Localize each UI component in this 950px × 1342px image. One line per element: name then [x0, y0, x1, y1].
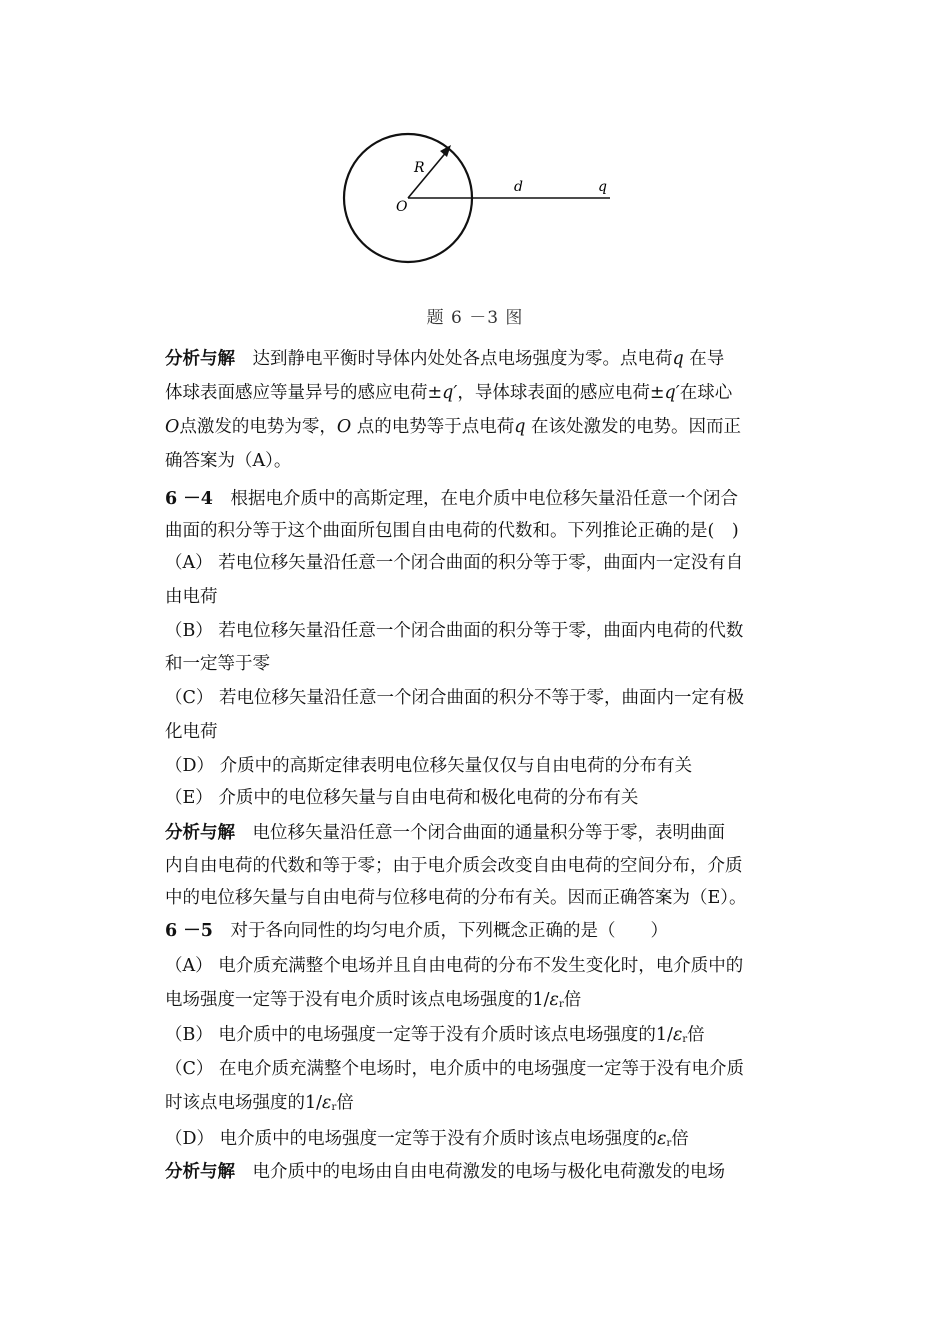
symbol-epsilon: ε — [657, 1129, 667, 1149]
figure-caption: 题 6 －3 图 — [426, 308, 524, 328]
symbol-q-prime: q′ — [664, 383, 680, 403]
subscript-r: r — [331, 1102, 337, 1113]
subscript-r: r — [558, 999, 564, 1010]
symbol-O: O — [336, 417, 352, 437]
option-B-line-2: 和一定等于零 — [165, 654, 270, 674]
question-number: 6 －5 — [165, 921, 213, 941]
answer-6-4-line-3: 中的电位移矢量与自由电荷与位移电荷的分布有关。因而正确答案为（E）。 — [165, 888, 747, 908]
text: 在球心 — [679, 383, 733, 403]
subscript-r: r — [666, 1138, 672, 1149]
option-A-line-1: （A） 电介质充满整个电场并且自由电荷的分布不发生变化时，电介质中的 — [165, 956, 744, 976]
symbol-epsilon: ε — [672, 1025, 683, 1045]
symbol-epsilon: ε — [322, 1093, 332, 1113]
subscript-r: r — [682, 1034, 688, 1045]
text: 倍 — [563, 990, 582, 1010]
label-R: R — [414, 160, 425, 176]
text: 对于各向同性的均匀电介质，下列概念正确的是（ ） — [212, 921, 668, 941]
option-C-line-2: 化电荷 — [165, 722, 218, 742]
label-d: d — [514, 179, 523, 195]
text: 倍 — [336, 1093, 354, 1113]
answer-6-4-line-1 — [165, 820, 805, 846]
symbol-q: q — [514, 417, 526, 437]
option-A-line-2: 由电荷 — [165, 587, 218, 607]
option-B — [165, 1022, 805, 1053]
answer-line-3 — [165, 414, 805, 440]
option-C-line-1: （C） 在电介质充满整个电场时，电介质中的电场强度一定等于没有电介质 — [165, 1059, 744, 1079]
option-E: （E） 介质中的电位移矢量与自由电荷和极化电荷的分布有关 — [165, 788, 639, 808]
text: 达到静电平衡时导体内处处各点电场强度为零。点电荷 — [235, 349, 673, 369]
answer-heading: 分析与解 — [165, 349, 235, 369]
symbol-epsilon: ε — [549, 990, 559, 1010]
text: 倍 — [671, 1129, 689, 1149]
question-number: 6 －4 — [165, 489, 213, 509]
option-C-line-2 — [165, 1090, 805, 1121]
text: （D） 电介质中的电场强度一定等于没有介质时该点电场强度的 — [165, 1129, 658, 1149]
text: 电场强度一定等于没有电介质时该点电场强度的1/ — [165, 990, 550, 1010]
symbol-q: q — [672, 349, 684, 369]
option-A-line-1: （A） 若电位移矢量沿任意一个闭合曲面的积分等于零，曲面内一定没有自 — [165, 553, 744, 573]
text: 体球表面感应等量异号的感应电荷± — [165, 383, 443, 403]
answer-line-2 — [165, 380, 805, 406]
text: ，导体球表面的感应电荷± — [457, 383, 665, 403]
text: 电介质中的电场由自由电荷激发的电场与极化电荷激发的电场 — [235, 1162, 725, 1182]
answer-6-5-line-1 — [165, 1159, 805, 1185]
text: 时该点电场强度的1/ — [165, 1093, 323, 1113]
option-C-line-1: （C） 若电位移矢量沿任意一个闭合曲面的积分不等于零，曲面内一定有极 — [165, 688, 744, 708]
answer-heading: 分析与解 — [165, 1162, 235, 1182]
answer-heading: 分析与解 — [165, 823, 235, 843]
text: （B） 电介质中的电场强度一定等于没有介质时该点电场强度的1/ — [165, 1025, 673, 1045]
option-D: （D） 介质中的高斯定律表明电位移矢量仅仅与自由电荷的分布有关 — [165, 756, 693, 776]
label-O: O — [396, 199, 408, 215]
option-A-line-2 — [165, 987, 805, 1018]
text: 倍 — [687, 1025, 705, 1045]
text: 根据电介质中的高斯定理，在电介质中电位移矢量沿任意一个闭合 — [212, 489, 738, 509]
question-6-5-line-1 — [165, 918, 805, 944]
text: 电位移矢量沿任意一个闭合曲面的通量积分等于零，表明曲面 — [235, 823, 725, 843]
answer-line-4: 确答案为（A）。 — [165, 451, 292, 471]
conductor-sphere-figure — [330, 125, 630, 285]
text: 在该处激发的电势。因而正 — [525, 417, 742, 437]
text: 在导 — [683, 349, 725, 369]
answer-6-4-line-2: 内自由电荷的代数和等于零；由于电介质会改变自由电荷的空间分布，介质 — [165, 856, 743, 876]
symbol-q-prime: q′ — [442, 383, 458, 403]
label-q: q — [598, 179, 607, 195]
text: 点的电势等于点电荷 — [351, 417, 515, 437]
question-6-4-line-1 — [165, 486, 805, 512]
text: 点激发的电势为零， — [179, 417, 337, 437]
symbol-O: O — [165, 417, 180, 437]
answer-line-1 — [165, 346, 805, 372]
option-D — [165, 1126, 805, 1157]
option-B-line-1: （B） 若电位移矢量沿任意一个闭合曲面的积分等于零，曲面内电荷的代数 — [165, 621, 744, 641]
question-6-4-line-2: 曲面的积分等于这个曲面所包围自由电荷的代数和。下列推论正确的是( ) — [165, 521, 739, 541]
